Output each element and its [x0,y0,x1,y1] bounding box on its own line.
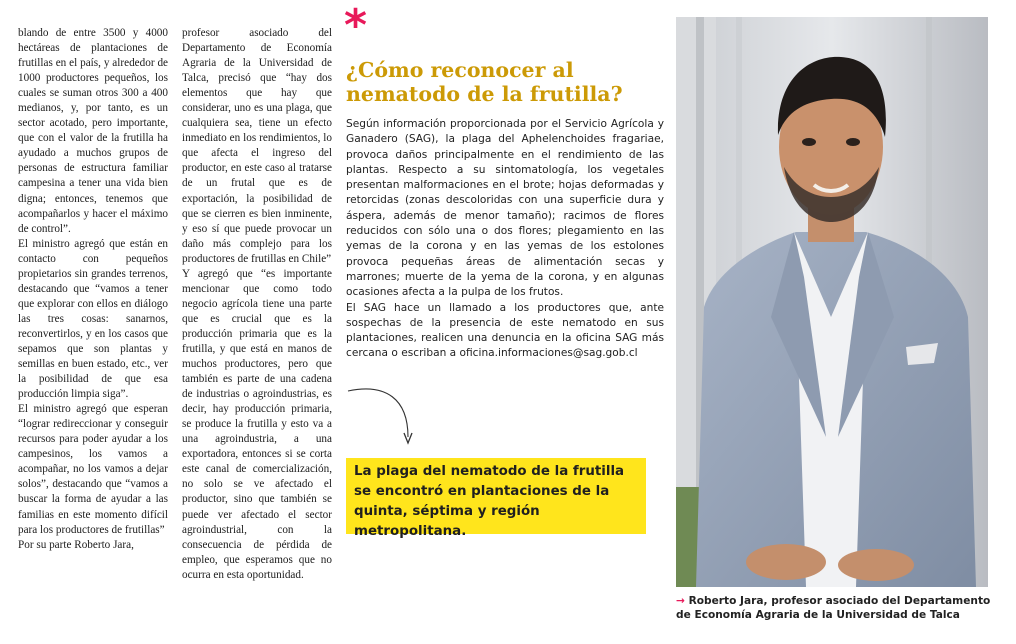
article-column-2 [182,26,332,583]
curved-arrow-icon [346,385,426,455]
sidebar-paragraph-1: Según información proporcionada por el Servicio Agrícola y Ganadero (SAG), la plaga del Aphelenchoides fragariae, provoca daños principalmente en el rendimiento de las plantas. Respecto a su sintomatología, los vegetales presentan malformaciones en el brote; hojas deformadas y retorcidas (zonas descoloridas con una superficie dura y áspera, además de menor tamaño); racimos de flores reducidos con sólo una o dos flores; plegamiento en las yemas de la corona y en las yemas de los estolones provoca pequeñas áreas de alimentación secas y marrones; muerte de la yema de la corona, y en algunas ocasiones afecta a la pulpa de los frutos. [346,118,664,299]
col2-paragraph-2: Y agregó que “es importante mencionar que como todo negocio agrícola tiene una parte que es crucial que es la producción primaria que es la frutilla, y que está en manos de muchos productores, pero que también es parte de una cadena de industrias o agroindustrias, es decir, hay producción primaria, se produce la frutilla y esto va a una agroindustria, a una exportadora, entonces si se corta este canal de comercialización, no solo se ve afectado el productor, sino que también se puede ver afectado el sector agroindustrial, con la consecuencia de pérdida de empleo, que esperamos que no ocurra en esta oportunidad. [182,267,332,581]
sidebar-body [346,117,664,362]
sidebar-paragraph-2: El SAG hace un llamado a los productores que, ante sospechas de la presencia de este nematodo en sus plantaciones, realicen una denuncia en la oficina SAG más cercana o escriban a oficina.informaciones@sag.gob.cl [346,301,664,360]
col2-paragraph-1: profesor asociado del Departamento de Economía Agraria de la Universidad de Talca, precisó que “hay dos elementos que hay que considerar, uno es una plaga, que cualquiera sea, tiene un efecto inmediato en los rendimientos, lo que afecta el ingreso del productor, en este caso al tratarse de un frutal que es de exportación, la posibilidad de que se cierren es bien inminente, y eso sí que puede provocar un daño más complejo para los productores de frutillas en Chile” [182,27,332,265]
arrow-right-icon: → [676,595,685,607]
photo-caption [676,594,996,622]
article-column-1 [18,26,168,553]
sidebar-title: ¿Cómo reconocer al nematodo de la frutilla? [346,58,623,106]
col1-paragraph-3: El ministro agregó que esperan “lograr redireccionar y conseguir recursos para poder ayudar a los campesinos, los vamos a acompañar, no los vamos a dejar solos”, destacando que “vamos a buscar la forma de ayudar a las familias en este momento difícil para los productores de frutillas” [18,403,168,536]
col1-paragraph-4: Por su parte Roberto Jara, [18,538,134,551]
col1-paragraph-2: El ministro agregó que están en contacto con pequeños propietarios sin grandes terrenos, destacando que “vamos a tener que explorar con ellos en diálogo las tres cosas: sanarnos, reconvertirlos, y en los casos que sepamos que son plantas y semillas en buen estado, etc., ver la posibilidad de que esa producción limpia siga”. [18,237,168,401]
highlight-box [346,458,646,539]
portrait-photo [676,17,988,587]
caption-text: Roberto Jara, profesor asociado del Departamento de Economía Agraria de la Universidad de Talca [676,595,991,621]
col1-paragraph-1: blando de entre 3500 y 4000 hectáreas de plantaciones de frutillas en el país, y alrededor de 1000 productores pequeños, los cuales se suman otros 300 a 400 medianos, y, por tanto, es un sector acotado, pero importante, que con el valor de la frutilla ha ayudado a muchos grupos de personas de estructura familiar campesina a tener una vida bien digna; entonces, tenemos que acompañarlos y hacer el máximo de control”. [18,27,168,235]
highlight-text: La plaga del nematodo de la frutilla se encontró en plantaciones de la quinta, séptima y región metropolitana. [354,464,625,539]
asterisk-icon: * [344,0,368,51]
